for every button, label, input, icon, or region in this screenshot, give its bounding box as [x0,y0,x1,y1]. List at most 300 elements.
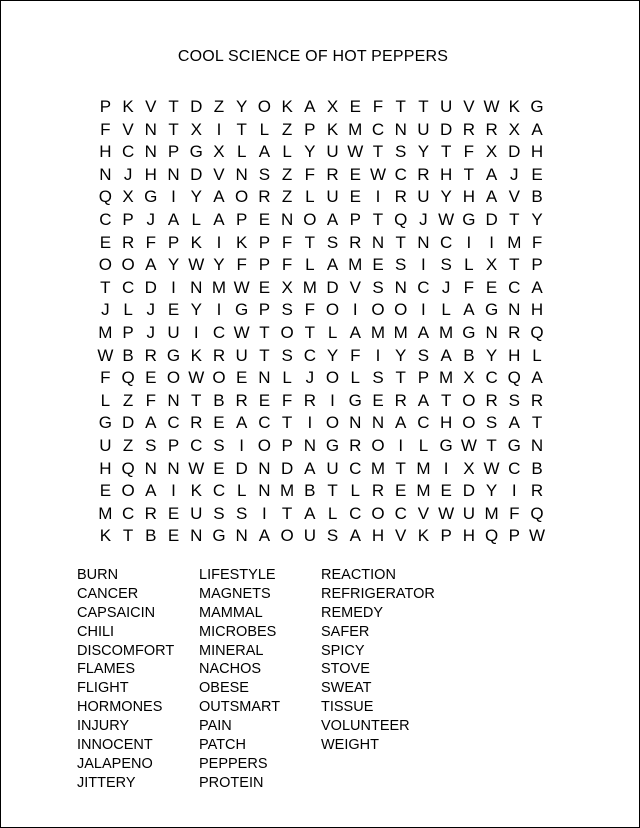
grid-letter: I [421,255,426,275]
grid-letter: M [348,119,363,139]
grid-letter: U [440,97,453,116]
grid-letter: O [325,413,340,433]
word-list-column-3 [321,566,435,755]
grid-letter: P [167,232,180,252]
grid-letter: F [281,390,293,410]
grid-row [94,232,548,255]
word-list-item: FLAMES [77,661,136,678]
grid-letter: M [439,322,454,342]
grid-letter: P [258,255,271,275]
grid-letter: T [372,142,384,162]
word-list-item: VOLUNTEER [321,718,410,735]
grid-letter: T [281,503,293,523]
grid-letter: D [462,481,475,501]
grid-letter: L [418,435,429,455]
grid-letter: C [417,413,430,433]
grid-letter: R [349,232,362,252]
grid-letter: L [282,142,292,162]
grid-letter: Q [98,187,112,207]
grid-letter: G [462,209,476,229]
grid-letter: S [213,503,225,523]
grid-letter: H [99,142,112,162]
grid-letter: N [530,435,544,455]
grid-letter: U [303,526,316,546]
word-list-item: MAMMAL [199,604,263,621]
grid-letter: R [530,390,544,410]
word-list-item: OUTSMART [199,699,281,716]
grid-letter: D [190,164,203,184]
grid-letter: U [326,187,339,207]
word-list-item: MICROBES [199,623,277,640]
grid-letter: R [121,232,135,252]
grid-letter: C [99,209,112,229]
grid-letter: T [486,435,497,455]
grid-letter: R [394,390,407,410]
grid-letter: N [371,232,385,252]
grid-letter: I [239,435,245,455]
grid-letter: C [212,322,226,342]
grid-letter: F [281,255,293,275]
grid-letter: S [372,368,384,388]
grid-letter: G [325,435,340,455]
grid-row [94,390,548,413]
grid-letter: L [441,300,451,320]
grid-letter: R [508,322,521,342]
grid-letter: A [258,142,271,162]
grid-letter: V [417,503,430,523]
grid-letter: P [236,209,248,229]
grid-letter: H [99,458,112,478]
grid-letter: E [372,390,384,410]
grid-letter: Z [122,435,134,455]
grid-letter: Q [530,503,544,523]
word-list-item: SPICY [321,642,365,659]
grid-letter: S [236,503,248,523]
grid-letter: L [327,322,338,342]
grid-letter: E [167,526,180,546]
grid-letter: J [305,368,315,388]
grid-letter: J [510,164,519,184]
grid-letter: E [213,458,225,478]
grid-letter: L [123,300,133,320]
grid-letter: M [416,458,431,478]
grid-letter: T [463,164,475,184]
grid-letter: L [327,503,338,523]
grid-letter: F [236,255,247,275]
grid-letter: T [191,390,202,410]
grid-letter: V [463,97,475,116]
grid-letter: Y [531,209,543,229]
grid-letter: C [121,142,135,162]
grid-letter: S [213,435,225,455]
grid-letter: R [485,119,498,139]
grid-letter: N [167,458,180,478]
grid-letter: H [371,526,385,546]
grid-letter: U [99,435,112,455]
grid-letter: I [216,300,222,320]
grid-letter: R [235,390,248,410]
grid-letter: N [144,458,157,478]
grid-letter: N [235,526,248,546]
grid-letter: W [97,345,114,365]
grid-letter: O [257,97,271,116]
grid-letter: C [167,413,180,433]
grid-letter: P [167,142,180,162]
grid-letter: S [395,142,407,162]
grid-letter: R [417,164,430,184]
grid-letter: P [122,209,134,229]
grid-letter: C [190,435,203,455]
grid-letter: H [462,187,475,207]
grid-letter: P [349,209,361,229]
grid-letter: I [216,119,222,139]
word-list-item: HORMONES [77,699,163,716]
grid-letter: W [188,458,205,478]
grid-letter: Q [484,526,499,546]
grid-letter: A [349,526,361,546]
grid-letter: R [371,481,385,501]
grid-letter: T [509,255,520,275]
grid-letter: D [190,97,203,116]
grid-letter: V [508,187,520,207]
grid-letter: J [123,164,133,184]
grid-letter: H [530,300,544,320]
grid-letter: K [281,97,293,116]
grid-letter: Y [213,255,225,275]
grid-letter: U [326,458,339,478]
grid-letter: C [508,458,521,478]
word-list-item: PAIN [199,718,232,735]
grid-letter: J [441,277,451,297]
grid-letter: C [121,277,135,297]
word-list-item: MINERAL [199,642,264,659]
grid-letter: T [122,526,134,546]
grid-letter: A [304,458,316,478]
grid-letter: E [531,164,543,184]
grid-letter: H [440,413,453,433]
grid-letter: N [167,390,180,410]
grid-letter: S [326,232,339,252]
grid-letter: F [509,503,520,523]
grid-letter: G [439,435,453,455]
grid-letter: R [394,187,407,207]
grid-letter: Q [507,368,521,388]
grid-letter: I [171,277,176,297]
grid-letter: U [326,142,339,162]
grid-letter: A [326,255,339,275]
grid-letter: S [395,255,407,275]
word-list-item: PROTEIN [199,774,264,791]
grid-letter: B [463,345,475,365]
grid-letter: A [508,413,520,433]
grid-letter: G [484,300,499,320]
grid-letter: C [394,503,407,523]
grid-letter: F [304,164,316,184]
grid-letter: S [417,345,430,365]
grid-letter: T [281,413,293,433]
grid-letter: T [236,119,247,139]
grid-letter: W [347,142,364,162]
grid-letter: O [325,300,340,320]
grid-letter: I [307,413,313,433]
grid-letter: P [531,255,543,275]
word-list-item: CAPSAICIN [77,604,156,621]
grid-letter: N [258,368,271,388]
grid-letter: X [485,142,498,162]
grid-letter: I [216,232,222,252]
grid-letter: X [326,97,339,116]
grid-letter: A [258,526,271,546]
grid-letter: A [326,209,339,229]
grid-letter: N [394,277,407,297]
grid-row [94,119,548,142]
grid-row [94,480,548,503]
grid-letter: N [144,119,157,139]
grid-letter: P [281,435,293,455]
grid-letter: N [485,322,498,342]
grid-letter: T [168,119,179,139]
grid-letter: A [417,322,430,342]
grid-letter: H [144,164,157,184]
grid-letter: T [100,277,111,297]
grid-letter: C [508,277,521,297]
grid-letter: B [531,458,543,478]
grid-letter: R [303,390,316,410]
grid-row [94,503,548,526]
grid-letter: N [303,435,316,455]
grid-letter: N [508,300,521,320]
grid-letter: A [304,503,316,523]
grid-letter: U [167,322,180,342]
grid-letter: Y [485,345,498,365]
grid-letter: C [212,481,226,501]
grid-letter: Z [281,119,293,139]
grid-letter: H [440,164,453,184]
grid-letter: F [100,368,111,388]
word-list-column-1 [77,566,174,793]
grid-letter: D [144,277,157,297]
grid-letter: C [349,458,362,478]
grid-letter: R [212,345,226,365]
grid-letter: M [98,322,113,342]
puzzle-title: COOL SCIENCE OF HOT PEPPERS [177,48,449,65]
grid-letter: J [146,209,156,229]
grid-letter: W [188,255,205,275]
grid-letter: E [258,277,271,297]
grid-letter: G [212,526,226,546]
grid-letter: N [349,413,362,433]
word-list-item: WEIGHT [321,737,379,754]
grid-letter: N [99,164,112,184]
grid-letter: F [145,390,156,410]
grid-row [94,345,548,368]
grid-letter: I [421,300,426,320]
grid-letter: I [511,481,517,501]
grid-letter: B [304,481,316,501]
grid-letter: J [419,209,428,229]
grid-row [94,412,548,435]
grid-letter: X [122,187,134,207]
grid-letter: O [371,503,385,523]
grid-letter: Z [281,164,293,184]
grid-letter: A [213,209,225,229]
word-list-item: SAFER [321,623,370,640]
grid-letter: D [235,458,248,478]
grid-letter: I [171,187,176,207]
grid-letter: C [485,368,498,388]
grid-letter: F [100,119,111,139]
grid-letter: D [440,119,453,139]
grid-letter: M [280,481,295,501]
grid-letter: L [236,481,247,501]
grid-letter: Y [190,300,202,320]
grid-letter: G [189,142,203,162]
grid-letter: Y [440,187,452,207]
grid-letter: M [211,277,227,297]
word-list-item: LIFESTYLE [199,567,276,583]
grid-letter: O [98,255,112,275]
grid-letter: G [144,187,158,207]
grid-letter: Y [417,142,430,162]
grid-letter: A [304,97,316,116]
grid-letter: N [371,413,385,433]
grid-letter: K [190,232,202,252]
grid-letter: F [304,300,316,320]
grid-letter: F [531,232,543,252]
word-list-item: REACTION [321,567,396,583]
grid-letter: P [99,97,112,116]
grid-letter: E [349,187,361,207]
grid-letter: I [171,481,176,501]
grid-letter: U [417,187,430,207]
grid-letter: W [528,526,546,546]
grid-letter: E [99,481,112,501]
grid-letter: C [440,232,453,252]
grid-letter: W [188,368,205,388]
grid-letter: I [466,232,472,252]
grid-letter: E [236,368,248,388]
grid-letter: D [508,142,521,162]
grid-letter: Z [213,97,225,116]
grid-letter: A [395,413,407,433]
grid-letter: R [485,390,498,410]
grid-letter: O [121,255,135,275]
grid-letter: N [258,481,271,501]
grid-letter: K [122,97,134,116]
grid-row [94,525,548,548]
grid-row [94,96,548,119]
grid-letter: R [326,164,339,184]
grid-letter: K [190,481,202,501]
grid-letter: O [371,435,385,455]
grid-letter: O [462,390,476,410]
grid-letter: X [508,119,520,139]
word-list-item: CHILI [77,623,115,640]
grid-letter: E [99,232,112,252]
grid-row [94,277,548,300]
grid-letter: P [122,322,134,342]
word-list-item: BURN [77,567,119,583]
grid-letter: A [463,300,475,320]
grid-letter: Q [121,458,135,478]
grid-letter: L [236,142,247,162]
grid-letter: A [485,164,498,184]
word-list-item: STOVE [321,661,370,678]
grid-letter: N [190,526,203,546]
grid-row [94,322,548,345]
grid-letter: F [463,277,475,297]
grid-letter: O [257,435,271,455]
grid-letter: L [350,481,360,501]
grid-row [94,164,548,187]
grid-letter: U [462,503,475,523]
grid-letter: N [394,119,407,139]
grid-letter: F [281,232,293,252]
word-list-column-2 [199,566,280,793]
grid-row [94,299,548,322]
grid-letter: I [330,390,335,410]
grid-letter: T [531,413,543,433]
grid-letter: O [280,322,294,342]
grid-letter: X [213,142,225,162]
grid-letter: J [146,322,156,342]
grid-letter: T [168,97,179,116]
grid-letter: O [325,368,340,388]
grid-letter: Y [485,481,498,501]
grid-letter: C [371,119,385,139]
grid-letter: A [417,390,430,410]
grid-letter: L [305,255,315,275]
grid-letter: E [258,209,271,229]
grid-letter: P [508,526,520,546]
grid-letter: R [190,413,203,433]
grid-letter: B [531,187,543,207]
grid-letter: A [349,322,361,342]
grid-letter: R [349,435,362,455]
grid-letter: T [304,232,316,252]
grid-letter: S [372,277,384,297]
grid-letter: V [145,97,157,116]
grid-letter: Y [190,187,202,207]
grid-letter: O [394,300,408,320]
grid-letter: X [485,255,498,275]
grid-letter: F [463,142,475,162]
grid-letter: R [462,119,475,139]
grid-letter: K [236,232,248,252]
grid-letter: B [213,390,225,410]
grid-letter: T [418,97,429,116]
letter-grid [94,96,548,548]
grid-letter: Y [167,255,180,275]
word-list-item: TISSUE [321,699,374,716]
word-list-item: JALAPENO [77,755,153,772]
grid-letter: I [375,187,381,207]
grid-row [94,209,548,232]
grid-letter: M [302,277,317,297]
grid-letter: X [463,368,475,388]
grid-letter: A [485,187,498,207]
grid-letter: J [101,300,110,320]
grid-letter: Y [395,345,407,365]
word-list-item: SWEAT [321,680,372,697]
grid-letter: C [394,164,407,184]
grid-letter: D [485,209,498,229]
grid-letter: S [485,413,498,433]
grid-letter: B [145,526,157,546]
grid-letter: K [326,119,339,139]
grid-letter: S [440,255,452,275]
grid-letter: N [144,142,157,162]
